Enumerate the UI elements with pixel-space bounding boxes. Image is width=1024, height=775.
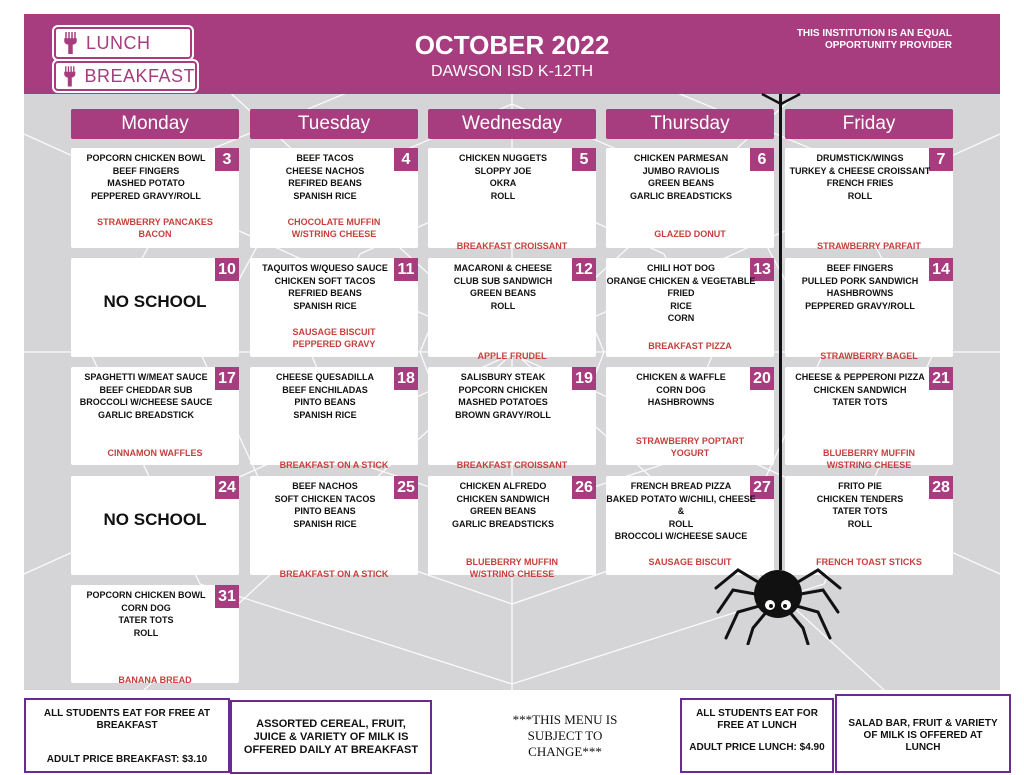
lunch-menu-item: CORN DOG [121, 602, 171, 613]
lunch-menu-item: FRITO PIE [838, 481, 882, 491]
lunch-menu-list [250, 152, 400, 202]
breakfast-menu [71, 216, 239, 240]
breakfast-menu [71, 674, 239, 686]
breakfast-menu-item: BREAKFAST CROISSANT [456, 241, 568, 251]
day-number: 20 [750, 367, 774, 390]
lunch-menu-item: ROLL [668, 518, 694, 529]
free-lunch-text: ALL STUDENTS EAT FOR FREE AT LUNCH [696, 708, 818, 731]
breakfast-menu-item: GLAZED DONUT [654, 229, 726, 239]
day-number: 7 [929, 148, 953, 171]
breakfast-menu-item: W/STRING CHEESE [469, 569, 555, 579]
day-header-wednesday: Wednesday [428, 109, 596, 139]
calendar-day-cell [71, 148, 239, 248]
day-number: 24 [215, 476, 239, 499]
lunch-menu-item: CHICKEN & WAFFLE [636, 372, 726, 382]
lunch-menu-item: PEPPERED GRAVY/ROLL [805, 300, 915, 311]
day-header-thursday: Thursday [606, 109, 774, 139]
lunch-menu-item: BAKED POTATO W/CHILI, CHEESE & [606, 493, 756, 516]
day-number: 26 [572, 476, 596, 499]
cereal-note-box [230, 700, 432, 774]
lunch-menu-item: PEPPERED GRAVY/ROLL [91, 190, 201, 201]
breakfast-menu-item: FRENCH TOAST STICKS [816, 557, 922, 567]
day-number: 14 [929, 258, 953, 281]
day-number: 19 [572, 367, 596, 390]
salad-bar-text: SALAD BAR, FRUIT & VARIETY OF MILK IS OFFERED AT LUNCH [848, 718, 998, 753]
breakfast-menu [250, 216, 418, 240]
calendar-day-cell [785, 367, 953, 470]
breakfast-menu-item: STRAWBERRY BAGEL [820, 351, 918, 361]
lunch-menu-item: DRUMSTICK/WINGS [816, 153, 904, 163]
cereal-note-text: ASSORTED CEREAL, FRUIT, JUICE & VARIETY OF MILK IS OFFERED DAILY AT BREAKFAST [243, 718, 419, 756]
lunch-menu-item: POPCORN CHICKEN [458, 384, 548, 395]
lunch-menu-item: GARLIC BREADSTICKS [629, 190, 732, 201]
lunch-menu-list [785, 371, 935, 409]
lunch-menu-item: MASHED POTATO [107, 178, 185, 188]
lunch-menu-item: MACARONI & CHEESE [453, 263, 552, 273]
lunch-menu-item: HASHBROWNS [826, 288, 894, 298]
lunch-menu-list [428, 152, 578, 202]
equal-opportunity-note: THIS INSTITUTION IS AN EQUAL OPPORTUNITY PROVIDER [796, 28, 952, 51]
lunch-menu-list [71, 371, 221, 421]
breakfast-menu [785, 350, 953, 362]
lunch-menu-item: TATER TOTS [832, 506, 888, 516]
breakfast-menu [606, 228, 774, 240]
page-subtitle: DAWSON ISD K-12TH [430, 63, 594, 80]
breakfast-menu [250, 459, 418, 471]
lunch-menu-list [785, 152, 935, 202]
lunch-menu-item: BROCCOLI W/CHEESE SAUCE [79, 397, 213, 407]
lunch-menu-item: FRENCH BREAD PIZZA [630, 481, 732, 491]
lunch-menu-item: SOFT CHICKEN TACOS [274, 493, 376, 504]
day-number: 10 [215, 258, 239, 281]
lunch-menu-item: REFIRED BEANS [288, 178, 362, 188]
lunch-menu-item: SPANISH RICE [293, 518, 357, 529]
lunch-menu-list [606, 371, 756, 409]
calendar-day-cell [71, 258, 239, 357]
breakfast-menu-item: W/STRING CHEESE [291, 229, 377, 239]
breakfast-menu [428, 459, 596, 471]
free-lunch-box [680, 698, 834, 773]
breakfast-menu-item: W/STRING CHEESE [826, 460, 912, 470]
lunch-menu-list [250, 371, 400, 421]
lunch-menu-item: SPAGHETTI W/MEAT SAUCE [84, 372, 208, 382]
breakfast-menu-item: CINNAMON WAFFLES [107, 448, 203, 458]
lunch-menu-item: ROLL [490, 300, 516, 311]
lunch-menu-item: SPANISH RICE [293, 300, 357, 311]
calendar-day-cell [785, 148, 953, 251]
day-number: 4 [394, 148, 418, 171]
breakfast-menu-item: SAUSAGE BISCUIT [648, 557, 732, 567]
page-title: OCTOBER 2022 [414, 30, 610, 60]
web-anchor-icon [760, 92, 802, 106]
lunch-menu-list [785, 262, 935, 312]
breakfast-menu-item: BREAKFAST CROISSANT [456, 460, 568, 470]
breakfast-menu-item: BREAKFAST PIZZA [648, 341, 732, 351]
lunch-menu-item: PINTO BEANS [294, 506, 356, 516]
lunch-menu-item: OKRA [489, 178, 517, 188]
lunch-menu-item: BEEF ENCHILADAS [282, 384, 368, 395]
lunch-menu-item: CHEESE NACHOS [285, 165, 365, 176]
lunch-menu-list [606, 152, 756, 202]
calendar-day-cell [250, 258, 418, 357]
breakfast-menu [71, 447, 239, 459]
calendar-day-cell [428, 148, 596, 251]
lunch-menu-item: TATER TOTS [118, 615, 174, 625]
free-breakfast-box [24, 698, 230, 773]
lunch-menu-item: POPCORN CHICKEN BOWL [86, 153, 206, 163]
day-number: 11 [394, 258, 418, 281]
salad-bar-box [835, 694, 1011, 773]
day-number: 21 [929, 367, 953, 390]
breakfast-menu [785, 240, 953, 252]
breakfast-menu-item: BLUEBERRY MUFFIN [466, 557, 558, 567]
breakfast-menu-item: APPLE FRUDEL [477, 351, 547, 361]
breakfast-menu-item: BACON [138, 229, 172, 239]
lunch-menu-item: ROLL [133, 627, 159, 638]
breakfast-menu [606, 340, 774, 352]
breakfast-menu [785, 447, 953, 471]
lunch-menu-item: CLUB SUB SANDWICH [453, 275, 553, 286]
breakfast-menu-item: SAUSAGE BISCUIT [292, 327, 376, 337]
lunch-menu-item: GREEN BEANS [647, 178, 714, 188]
subject-to-change-note: ***THIS MENU IS SUBJECT TO CHANGE*** [512, 712, 618, 759]
lunch-menu-item: SALISBURY STEAK [460, 372, 546, 382]
day-header-monday: Monday [71, 109, 239, 139]
lunch-menu-item: CHICKEN TENDERS [816, 493, 904, 504]
calendar-day-cell [71, 367, 239, 465]
lunch-menu-item: CHICKEN SOFT TACOS [274, 275, 376, 286]
lunch-menu-item: HASHBROWNS [647, 397, 715, 407]
breakfast-menu-item: STRAWBERRY PANCAKES [97, 217, 213, 227]
lunch-menu-item: SPANISH RICE [293, 409, 357, 420]
day-number: 31 [215, 585, 239, 608]
lunch-menu-item: CHICKEN SANDWICH [456, 493, 550, 504]
day-number: 17 [215, 367, 239, 390]
lunch-menu-item: GARLIC BREADSTICKS [451, 518, 554, 529]
spider-icon [708, 550, 848, 645]
lunch-menu-list [250, 480, 400, 530]
breakfast-label: BREAKFAST [84, 65, 195, 86]
lunch-menu-item: ROLL [847, 190, 873, 201]
breakfast-menu-item: STRAWBERRY PARFAIT [817, 241, 921, 251]
breakfast-menu-item: BREAKFAST ON A STICK [279, 569, 389, 579]
lunch-menu-item: CHICKEN PARMESAN [633, 153, 729, 163]
calendar-day-cell [428, 258, 596, 361]
lunch-menu-item: SPANISH RICE [293, 190, 357, 201]
day-number: 13 [750, 258, 774, 281]
lunch-menu-item: ORANGE CHICKEN & VEGETABLE FRIED [606, 275, 756, 298]
lunch-menu-list [428, 371, 578, 421]
lunch-menu-item: CHEESE & PEPPERONI PIZZA [795, 372, 925, 382]
calendar-day-cell [428, 367, 596, 470]
calendar-day-cell [250, 476, 418, 579]
lunch-menu-item: CHICKEN ALFREDO [459, 481, 547, 491]
lunch-menu-item: BROWN GRAVY/ROLL [455, 409, 551, 420]
lunch-menu-list [606, 480, 756, 543]
lunch-menu-item: BEEF FINGERS [112, 165, 180, 176]
lunch-menu-item: POPCORN CHICKEN BOWL [86, 590, 206, 600]
lunch-menu-item: CHICKEN SANDWICH [813, 384, 907, 395]
lunch-menu-item: TURKEY & CHEESE CROISSANT [789, 165, 931, 176]
day-header-friday: Friday [785, 109, 953, 139]
lunch-menu-item: RICE [670, 300, 692, 311]
no-school-label: NO SCHOOL [103, 510, 207, 529]
lunch-menu-item: BROCCOLI W/CHEESE SAUCE [614, 531, 748, 541]
no-school-label: NO SCHOOL [103, 292, 207, 311]
lunch-menu-item: BEEF NACHOS [292, 481, 358, 491]
lunch-menu-list [250, 262, 400, 312]
breakfast-menu-item: STRAWBERRY POPTART [635, 436, 745, 446]
day-number: 18 [394, 367, 418, 390]
calendar-day-cell [250, 148, 418, 248]
breakfast-menu [428, 240, 596, 252]
breakfast-menu [428, 556, 596, 580]
header-banner [24, 14, 1000, 94]
lunch-menu-item: PULLED PORK SANDWICH [801, 275, 919, 286]
lunch-menu-item: BEEF TACOS [296, 153, 354, 163]
lunch-menu-list [428, 262, 578, 312]
breakfast-menu-item: BANANA BREAD [118, 675, 192, 685]
day-number: 25 [394, 476, 418, 499]
lunch-menu-item: CORN [667, 313, 695, 323]
lunch-menu-list [428, 480, 578, 530]
lunch-menu-item: GARLIC BREADSTICK [98, 409, 194, 420]
breakfast-menu-item: BREAKFAST ON A STICK [279, 460, 389, 470]
lunch-menu-item: TAQUITOS W/QUESO SAUCE [262, 263, 388, 273]
spider-thread [779, 94, 782, 570]
breakfast-menu [428, 350, 596, 362]
lunch-menu-list [71, 152, 221, 202]
lunch-menu-list [71, 589, 221, 639]
lunch-menu-item: GREEN BEANS [469, 506, 536, 516]
lunch-menu-item: CORN DOG [656, 384, 706, 395]
lunch-label: LUNCH [86, 32, 151, 53]
calendar-day-cell [250, 367, 418, 470]
breakfast-menu-item: PEPPERED GRAVY [292, 339, 376, 349]
lunch-menu-list [606, 262, 756, 325]
lunch-menu-item: BEEF CHEDDAR SUB [99, 384, 193, 395]
lunch-menu-item: CHICKEN NUGGETS [458, 153, 547, 163]
free-breakfast-text: ALL STUDENTS EAT FOR FREE AT BREAKFAST [43, 708, 211, 731]
lunch-menu-item: SLOPPY JOE [474, 165, 532, 176]
day-number: 3 [215, 148, 239, 171]
day-header-tuesday: Tuesday [250, 109, 418, 139]
day-number: 27 [750, 476, 774, 499]
lunch-menu-item: FRENCH FRIES [826, 178, 894, 188]
lunch-menu-item: ROLL [490, 190, 516, 201]
lunch-menu-item: CHILI HOT DOG [647, 263, 715, 273]
calendar-day-cell [428, 476, 596, 579]
lunch-menu-item: BEEF FINGERS [826, 263, 894, 273]
lunch-menu-item: REFRIED BEANS [288, 288, 362, 298]
lunch-menu-item: JUMBO RAVIOLIS [642, 165, 720, 176]
calendar-day-cell [606, 148, 774, 248]
day-number: 5 [572, 148, 596, 171]
lunch-menu-item: MASHED POTATOES [458, 397, 548, 407]
lunch-menu-item: GREEN BEANS [469, 288, 536, 298]
breakfast-menu-item: BLUEBERRY MUFFIN [823, 448, 915, 458]
day-number: 28 [929, 476, 953, 499]
lunch-menu-item: TATER TOTS [832, 397, 888, 407]
adult-breakfast-price: ADULT PRICE BREAKFAST: $3.10 [46, 754, 208, 765]
adult-lunch-price: ADULT PRICE LUNCH: $4.90 [689, 742, 825, 753]
breakfast-menu [606, 435, 774, 459]
lunch-menu-item: ROLL [847, 518, 873, 529]
calendar-day-cell [71, 585, 239, 683]
breakfast-menu-item: YOGURT [670, 448, 710, 458]
breakfast-menu [250, 326, 418, 350]
calendar-day-cell [71, 476, 239, 575]
breakfast-menu [250, 568, 418, 580]
breakfast-menu-item: CHOCOLATE MUFFIN [287, 217, 381, 227]
calendar-day-cell [606, 367, 774, 465]
day-number: 6 [750, 148, 774, 171]
calendar-day-cell [785, 258, 953, 361]
calendar-day-cell [606, 258, 774, 357]
lunch-menu-item: CHEESE QUESADILLA [275, 372, 374, 382]
lunch-menu-item: PINTO BEANS [294, 397, 356, 407]
day-number: 12 [572, 258, 596, 281]
lunch-menu-list [785, 480, 935, 530]
